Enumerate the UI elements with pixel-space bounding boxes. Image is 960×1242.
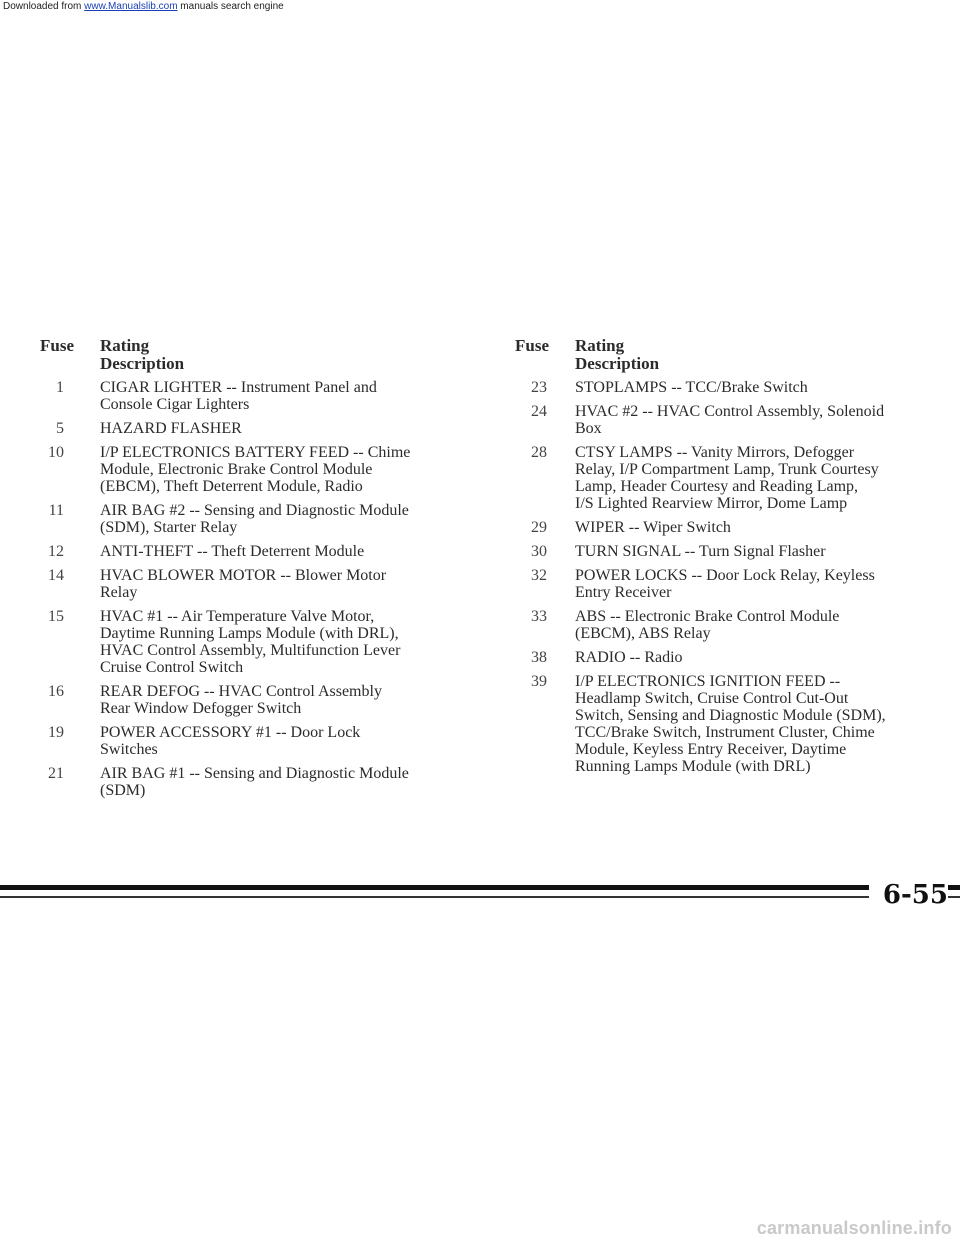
fuse-number: 32 (531, 567, 547, 584)
watermark-footer: carmanualsonline.info (756, 1218, 952, 1238)
description-line: I/P ELECTRONICS IGNITION FEED -- (575, 673, 841, 690)
description-line: HVAC #2 -- HVAC Control Assembly, Solenoid (575, 403, 885, 420)
description-header: Description (100, 354, 185, 373)
fuse-number: 10 (48, 444, 64, 461)
fuse-number: 38 (531, 649, 547, 666)
fuse-column-header: Fuse (40, 336, 74, 355)
description-line: Relay, I/P Compartment Lamp, Trunk Courtesy (575, 461, 879, 478)
fuse-row (40, 683, 440, 717)
fuse-number: 39 (531, 673, 547, 690)
fuse-number: 30 (531, 543, 547, 560)
fuse-description (575, 403, 915, 437)
description-line: ANTI-THEFT -- Theft Deterrent Module (100, 543, 365, 560)
fuse-description (575, 379, 915, 396)
fuse-number: 24 (531, 403, 547, 420)
table-header-left (40, 337, 440, 373)
fuse-description (575, 649, 915, 666)
fuse-number: 12 (48, 543, 64, 560)
description-line: AIR BAG #2 -- Sensing and Diagnostic Module (100, 502, 409, 519)
description-line: Lamp, Header Courtesy and Reading Lamp, (575, 478, 859, 495)
fuse-table-left (40, 337, 440, 806)
description-line: TURN SIGNAL -- Turn Signal Flasher (575, 543, 826, 560)
description-line: TCC/Brake Switch, Instrument Cluster, Chime (575, 724, 875, 741)
description-line: I/S Lighted Rearview Mirror, Dome Lamp (575, 495, 848, 512)
rating-header: Rating (575, 336, 625, 355)
fuse-row (515, 608, 915, 642)
fuse-description (100, 444, 440, 495)
fuse-description (100, 502, 440, 536)
fuse-row (40, 420, 440, 437)
description-line: I/P ELECTRONICS BATTERY FEED -- Chime (100, 444, 411, 461)
fuse-number: 33 (531, 608, 547, 625)
fuse-description (575, 608, 915, 642)
description-line: POWER LOCKS -- Door Lock Relay, Keyless (575, 567, 875, 584)
description-line: Module, Electronic Brake Control Module (100, 461, 373, 478)
description-line: Module, Keyless Entry Receiver, Daytime (575, 741, 847, 758)
description-line: Console Cigar Lighters (100, 396, 250, 413)
fuse-row (40, 444, 440, 495)
banner-suffix: manuals search engine (177, 1, 284, 12)
description-line: (EBCM), Theft Deterrent Module, Radio (100, 478, 363, 495)
description-line: AIR BAG #1 -- Sensing and Diagnostic Module (100, 765, 409, 782)
rating-header: Rating (100, 336, 150, 355)
fuse-table-right (515, 337, 915, 782)
description-line: WIPER -- Wiper Switch (575, 519, 731, 536)
description-line: CTSY LAMPS -- Vanity Mirrors, Defogger (575, 444, 855, 461)
fuse-description (100, 683, 440, 717)
description-line: REAR DEFOG -- HVAC Control Assembly (100, 683, 382, 700)
fuse-description (575, 519, 915, 536)
description-line: HAZARD FLASHER (100, 420, 242, 437)
fuse-row (40, 379, 440, 413)
fuse-number: 23 (531, 379, 547, 396)
manualslib-link[interactable]: www.Manualslib.com (84, 1, 178, 12)
description-line: Switch, Sensing and Diagnostic Module (SDM), (575, 707, 886, 724)
description-line: Daytime Running Lamps Module (with DRL), (100, 625, 399, 642)
fuse-row (515, 543, 915, 560)
fuse-number: 11 (48, 502, 64, 519)
fuse-row (515, 519, 915, 536)
description-line: Relay (100, 584, 138, 601)
page-number: 6-55 (869, 880, 948, 910)
fuse-description (100, 543, 440, 560)
fuse-number: 14 (48, 567, 64, 584)
description-line: Switches (100, 741, 158, 758)
fuse-row (515, 673, 915, 775)
fuse-row (40, 765, 440, 799)
description-header: Description (575, 354, 660, 373)
fuse-description (575, 673, 915, 775)
fuse-row (515, 444, 915, 512)
fuse-description (100, 420, 440, 437)
fuse-number: 19 (48, 724, 64, 741)
fuse-number: 28 (531, 444, 547, 461)
fuse-number: 1 (56, 379, 64, 396)
rating-description-header (575, 337, 659, 373)
description-line: HVAC Control Assembly, Multifunction Lever (100, 642, 401, 659)
fuse-description (575, 567, 915, 601)
fuse-description (100, 765, 440, 799)
fuse-column-header: Fuse (515, 336, 549, 355)
fuse-row (40, 567, 440, 601)
description-line: Rear Window Defogger Switch (100, 700, 302, 717)
description-line: HVAC #1 -- Air Temperature Valve Motor, (100, 608, 375, 625)
description-line: (SDM) (100, 782, 146, 799)
fuse-row (515, 649, 915, 666)
fuse-number: 16 (48, 683, 64, 700)
table-header-right (515, 337, 915, 373)
fuse-row (515, 379, 915, 396)
fuse-row (40, 543, 440, 560)
description-line: Entry Receiver (575, 584, 672, 601)
page-rule-thick (0, 885, 960, 890)
description-line: Running Lamps Module (with DRL) (575, 758, 811, 775)
description-line: Cruise Control Switch (100, 659, 244, 676)
description-line: CIGAR LIGHTER -- Instrument Panel and (100, 379, 377, 396)
fuse-number: 5 (56, 420, 64, 437)
description-line: RADIO -- Radio (575, 649, 683, 666)
fuse-row (515, 403, 915, 437)
fuse-number: 15 (48, 608, 64, 625)
page-rule-thin (0, 896, 960, 898)
fuse-number: 29 (531, 519, 547, 536)
fuse-description (100, 724, 440, 758)
fuse-row (40, 724, 440, 758)
rating-description-header (100, 337, 184, 373)
fuse-rows-right (515, 379, 915, 775)
description-line: ABS -- Electronic Brake Control Module (575, 608, 840, 625)
description-line: STOPLAMPS -- TCC/Brake Switch (575, 379, 808, 396)
fuse-description (100, 608, 440, 676)
fuse-description (100, 567, 440, 601)
fuse-description (100, 379, 440, 413)
description-line: (EBCM), ABS Relay (575, 625, 711, 642)
description-line: HVAC BLOWER MOTOR -- Blower Motor (100, 567, 387, 584)
fuse-number: 21 (48, 765, 64, 782)
description-line: (SDM), Starter Relay (100, 519, 238, 536)
fuse-row (40, 502, 440, 536)
banner-prefix: Downloaded from (3, 1, 85, 12)
fuse-row (40, 608, 440, 676)
fuse-description (575, 543, 915, 560)
description-line: POWER ACCESSORY #1 -- Door Lock (100, 724, 361, 741)
description-line: Headlamp Switch, Cruise Control Cut-Out (575, 690, 849, 707)
fuse-description (575, 444, 915, 512)
description-line: Box (575, 420, 602, 437)
fuse-row (515, 567, 915, 601)
fuse-rows-left (40, 379, 440, 799)
download-banner (0, 0, 960, 14)
